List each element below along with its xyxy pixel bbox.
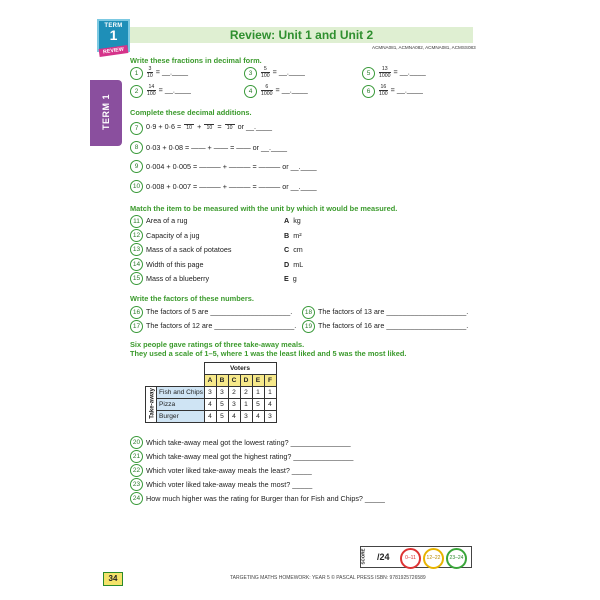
- q21-number: 21: [130, 450, 143, 463]
- q18-number: 18: [302, 306, 315, 319]
- q23[interactable]: Which voter liked take-away meals the most? _____: [146, 480, 313, 489]
- q17-number: 17: [130, 320, 143, 333]
- q4-numerator: 6: [261, 84, 273, 91]
- page-title: Review: Unit 1 and Unit 2: [229, 28, 374, 42]
- q17[interactable]: The factors of 12 are ____________________.: [146, 321, 297, 330]
- col-header: B: [216, 375, 228, 387]
- table-cell: 1: [240, 399, 252, 411]
- q5-number: 5: [362, 67, 375, 80]
- q24[interactable]: How much higher was the rating for Burger than for Fish and Chips? _____: [146, 494, 385, 503]
- table-row: [146, 399, 277, 411]
- q7-number: 7: [130, 122, 143, 135]
- q16[interactable]: The factors of 5 are ____________________.: [146, 307, 293, 316]
- unit-a-label: kg: [293, 216, 301, 225]
- q6: [378, 84, 423, 97]
- q4-denominator: 1000: [261, 91, 273, 97]
- q6-number: 6: [362, 85, 375, 98]
- q1-number: 1: [130, 67, 143, 80]
- table-cell: 3: [216, 387, 228, 399]
- table-row: [146, 411, 277, 423]
- unit-d-label: mL: [293, 260, 304, 269]
- q2: [146, 84, 191, 97]
- q18[interactable]: The factors of 13 are ____________________.: [318, 307, 469, 316]
- unit-b-label: m²: [293, 231, 302, 240]
- term-badge-label: TERM: [104, 23, 123, 29]
- q16-number: 16: [130, 306, 143, 319]
- title-bar: [130, 27, 473, 43]
- q13-item: Mass of a sack of potatoes: [146, 245, 232, 254]
- q12-item: Capacity of a jug: [146, 231, 200, 240]
- side-tab: [90, 80, 122, 146]
- q20-number: 20: [130, 436, 143, 449]
- q5-numerator: 13: [379, 66, 391, 73]
- page-number: 34: [103, 572, 123, 586]
- q15-item: Mass of a blueberry: [146, 274, 210, 283]
- q3-number: 3: [244, 67, 257, 80]
- section4-heading: Write the factors of these numbers.: [130, 294, 254, 303]
- q9-number: 9: [130, 160, 143, 173]
- unit-b-letter: B: [284, 231, 290, 240]
- q3-denominator: 100: [261, 73, 270, 79]
- q7-f2-denominator: 10: [206, 124, 213, 131]
- q15-number: 15: [130, 272, 143, 285]
- unit-b: [284, 231, 302, 240]
- section3-heading: Match the item to be measured with the unit by which it would be measured.: [130, 204, 398, 213]
- unit-e: [284, 274, 297, 283]
- q7-equals: =: [217, 122, 222, 131]
- q4-number: 4: [244, 85, 257, 98]
- unit-c-label: cm: [293, 245, 303, 254]
- q13-number: 13: [130, 243, 143, 256]
- q7-f1-denominator: 10: [186, 124, 193, 131]
- q3: [260, 66, 305, 79]
- table-cell: 3: [264, 411, 276, 423]
- q4: [260, 84, 308, 97]
- meal-label: Burger: [157, 411, 205, 423]
- score-box: [360, 546, 472, 568]
- curriculum-codes: ACMNA081, ACMNA082, ACMNA081, ACMSS083: [372, 45, 476, 50]
- footer-text: TARGETING MATHS HOMEWORK: YEAR 5 © PASCAL PRESS ISBN: 9781925726589: [230, 575, 426, 581]
- col-header: F: [264, 375, 276, 387]
- section1-heading: Write these fractions in decimal form.: [130, 56, 262, 65]
- section5-heading-1: Six people gave ratings of three take-away meals.: [130, 340, 305, 349]
- score-band-mid: 12–22: [423, 548, 444, 569]
- unit-e-label: g: [292, 274, 297, 283]
- unit-c: [284, 245, 303, 254]
- q2-denominator: 100: [147, 91, 156, 97]
- q22-number: 22: [130, 464, 143, 477]
- term-badge-number: 1: [109, 27, 118, 43]
- q20[interactable]: Which take-away meal got the lowest rating? _______________: [146, 438, 351, 447]
- table-cell: 5: [216, 399, 228, 411]
- q1-denominator: 10: [147, 73, 153, 79]
- q7-answer[interactable]: or __.____: [237, 122, 272, 131]
- q8[interactable]: 0·03 + 0·08 = —— + —— = —— or __.____: [146, 143, 288, 152]
- q21[interactable]: Which take-away meal got the highest rating? _______________: [146, 452, 354, 461]
- q10-number: 10: [130, 180, 143, 193]
- section5-heading-2: They used a scale of 1–5, where 1 was the least liked and 5 was the most liked.: [130, 349, 407, 358]
- table-cell: 4: [204, 399, 216, 411]
- table-cell: 4: [252, 411, 264, 423]
- table-cell: 5: [252, 399, 264, 411]
- q5-denominator: 1000: [379, 73, 391, 79]
- col-header: E: [252, 375, 264, 387]
- side-label-cell: [146, 387, 157, 423]
- score-total: /24: [377, 552, 390, 562]
- table-cell: 3: [204, 387, 216, 399]
- voters-header: Voters: [204, 363, 276, 375]
- q5: [378, 66, 426, 79]
- meal-label: Pizza: [157, 399, 205, 411]
- q3-answer[interactable]: = __.____: [272, 67, 305, 77]
- table-row: [146, 387, 277, 399]
- q7: [146, 122, 272, 131]
- q7-plus: +: [197, 122, 202, 131]
- q7-start: 0·9 + 0·6 =: [146, 122, 182, 131]
- q5-answer[interactable]: = __.____: [393, 67, 426, 77]
- score-band-low: 0–11: [400, 548, 421, 569]
- score-band-high: 23–24: [446, 548, 467, 569]
- side-label: Take-away: [148, 388, 156, 419]
- side-tab-label: TERM 1: [101, 94, 111, 131]
- q19-number: 19: [302, 320, 315, 333]
- q3-numerator: 5: [261, 66, 270, 73]
- q9[interactable]: 0·004 + 0·005 = ——— + ——— = ——— or __.____: [146, 162, 317, 171]
- col-header: D: [240, 375, 252, 387]
- ratings-table-wrap: [145, 362, 277, 423]
- q4-answer[interactable]: = __.____: [275, 85, 308, 95]
- unit-c-letter: C: [284, 245, 290, 254]
- table-cell: 4: [264, 399, 276, 411]
- q1-numerator: 3: [148, 66, 152, 72]
- unit-e-letter: E: [284, 274, 289, 283]
- section2-heading: Complete these decimal additions.: [130, 108, 252, 117]
- score-label: SCORE: [360, 548, 366, 565]
- q11-number: 11: [130, 215, 143, 228]
- table-cell: 1: [252, 387, 264, 399]
- table-cell: 3: [240, 411, 252, 423]
- table-cell: 4: [204, 411, 216, 423]
- ratings-table: [145, 362, 277, 423]
- q6-denominator: 100: [379, 91, 388, 97]
- unit-d: [284, 260, 303, 269]
- q8-number: 8: [130, 141, 143, 154]
- q2-number: 2: [130, 85, 143, 98]
- q6-answer[interactable]: = __.____: [390, 85, 423, 95]
- unit-a: [284, 216, 301, 225]
- q14-number: 14: [130, 258, 143, 271]
- q11-item: Area of a rug: [146, 216, 188, 225]
- table-cell: 2: [240, 387, 252, 399]
- meal-label: Fish and Chips: [157, 387, 205, 399]
- q12-number: 12: [130, 229, 143, 242]
- table-cell: 3: [228, 399, 240, 411]
- col-header: A: [204, 375, 216, 387]
- q7-f3-denominator: 10: [226, 124, 233, 131]
- q10[interactable]: 0·008 + 0·007 = ——— + ——— = ——— or __.____: [146, 182, 317, 191]
- q1-answer[interactable]: = __.____: [155, 67, 188, 77]
- table-cell: 5: [216, 411, 228, 423]
- table-cell: 4: [228, 411, 240, 423]
- unit-a-letter: A: [284, 216, 290, 225]
- table-cell: 2: [228, 387, 240, 399]
- q23-number: 23: [130, 478, 143, 491]
- table-cell: 1: [264, 387, 276, 399]
- q2-answer[interactable]: = __.____: [158, 85, 191, 95]
- q1: [146, 66, 188, 79]
- col-header: C: [228, 375, 240, 387]
- review-ribbon: REVIEW: [99, 45, 129, 57]
- q6-numerator: 16: [380, 84, 387, 90]
- q24-number: 24: [130, 492, 143, 505]
- q19[interactable]: The factors of 16 are ____________________.: [318, 321, 469, 330]
- unit-d-letter: D: [284, 260, 290, 269]
- q2-numerator: 14: [148, 84, 155, 90]
- q14-item: Width of this page: [146, 260, 204, 269]
- q22[interactable]: Which voter liked take-away meals the least? _____: [146, 466, 312, 475]
